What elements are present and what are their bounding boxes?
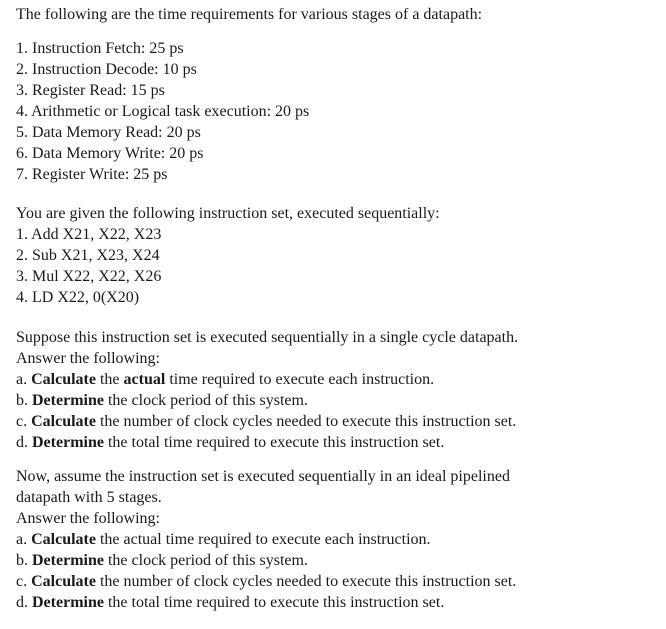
pipelined-intro-line1: Now, assume the instruction set is executed sequentially in an ideal pipelined <box>16 468 510 485</box>
question-verb: Determine <box>32 594 104 611</box>
pipelined-question-d <box>16 592 660 613</box>
single-cycle-answer-prompt: Answer the following: <box>16 350 160 367</box>
question-text: time required to execute each instruction. <box>165 371 435 388</box>
single-cycle-question-b <box>16 390 660 411</box>
question-emphasis: actual <box>123 371 166 388</box>
pipelined-question-b <box>16 550 660 571</box>
stage-item: 1. Instruction Fetch: 25 ps <box>16 40 184 57</box>
pipelined-question-c <box>16 571 660 592</box>
question-verb: Calculate <box>31 371 96 388</box>
question-verb: Calculate <box>31 573 96 590</box>
single-cycle-question-d <box>16 432 660 453</box>
instruction-set-heading: You are given the following instruction set, executed sequentially: <box>16 205 440 222</box>
question-prefix: a. <box>16 531 32 548</box>
question-verb: Calculate <box>31 531 96 548</box>
question-text: the total time required to execute this instruction set. <box>103 594 445 611</box>
question-prefix: d. <box>16 434 32 451</box>
question-prefix: d. <box>16 594 32 611</box>
question-verb: Determine <box>32 552 104 569</box>
pipelined-section <box>16 466 660 613</box>
single-cycle-question-c <box>16 411 660 432</box>
question-prefix: a. <box>16 371 32 388</box>
pipelined-intro-line2: datapath with 5 stages. <box>16 489 162 506</box>
single-cycle-question-a <box>16 369 660 390</box>
question-verb: Calculate <box>31 413 96 430</box>
question-prefix: b. <box>16 552 32 569</box>
question-text: the number of clock cycles needed to execute this instruction set. <box>95 413 517 430</box>
instruction-item: 1. Add X21, X22, X23 <box>16 226 162 243</box>
question-connector: the <box>95 371 124 388</box>
stage-item: 4. Arithmetic or Logical task execution: 20 ps <box>16 103 310 120</box>
instruction-item: 4. LD X22, 0(X20) <box>16 289 140 306</box>
intro-text: The following are the time requirements for various stages of a datapath: <box>16 6 483 23</box>
question-text: the total time required to execute this instruction set. <box>103 434 445 451</box>
question-verb: Determine <box>32 392 104 409</box>
pipelined-answer-prompt: Answer the following: <box>16 510 160 527</box>
question-prefix: b. <box>16 392 32 409</box>
single-cycle-section <box>16 327 660 453</box>
stage-item: 5. Data Memory Read: 20 ps <box>16 124 201 141</box>
stage-item: 3. Register Read: 15 ps <box>16 82 165 99</box>
question-text: the number of clock cycles needed to execute this instruction set. <box>95 573 517 590</box>
intro-paragraph <box>16 4 660 25</box>
question-prefix: c. <box>16 413 32 430</box>
question-verb: Determine <box>32 434 104 451</box>
question-text: the clock period of this system. <box>103 552 308 569</box>
pipelined-question-a <box>16 529 660 550</box>
instruction-item: 3. Mul X22, X22, X26 <box>16 268 162 285</box>
stage-item: 2. Instruction Decode: 10 ps <box>16 61 197 78</box>
single-cycle-intro: Suppose this instruction set is executed sequentially in a single cycle datapath. <box>16 329 519 346</box>
stage-list <box>16 38 660 185</box>
question-text: the clock period of this system. <box>103 392 308 409</box>
question-text: the actual time required to execute each instruction. <box>95 531 431 548</box>
question-prefix: c. <box>16 573 32 590</box>
stage-item: 6. Data Memory Write: 20 ps <box>16 145 204 162</box>
instruction-set-section <box>16 203 660 308</box>
instruction-item: 2. Sub X21, X23, X24 <box>16 247 160 264</box>
stage-item: 7. Register Write: 25 ps <box>16 166 168 183</box>
